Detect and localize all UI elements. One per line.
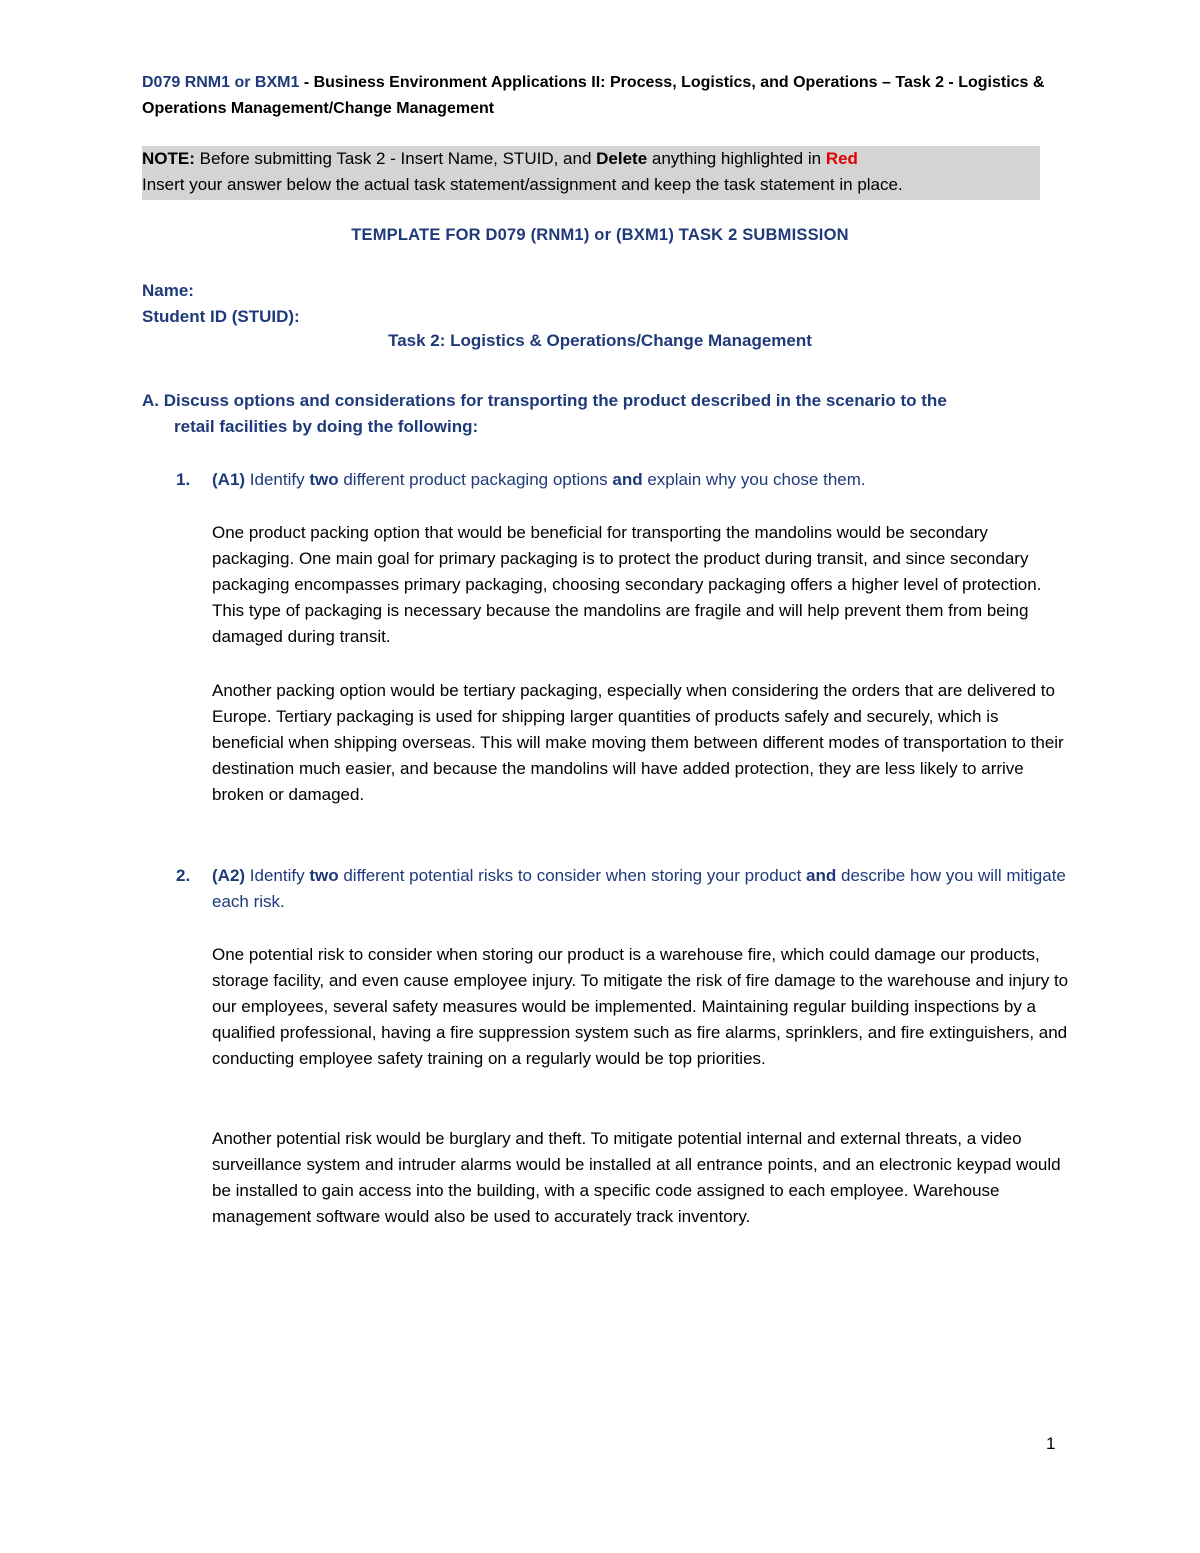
template-title: TEMPLATE FOR D079 (RNM1) or (BXM1) TASK 2 SUBMISSION <box>351 226 849 244</box>
item-number: 1. <box>176 470 191 489</box>
note-label: NOTE: <box>142 149 195 168</box>
section-a-line-1: A. Discuss options and considerations for transporting the product described in the scenario to the <box>142 391 947 410</box>
question-text: different product packaging options <box>338 470 613 489</box>
question-text: different potential risks to consider when storing your product <box>338 866 807 885</box>
item-tag: (A1) <box>212 470 246 489</box>
note-line-2: Insert your answer below the actual task statement/assignment and keep the task statement in place. <box>142 175 903 194</box>
note-text-2: anything highlighted in <box>647 149 826 168</box>
section-a-line-2: retail facilities by doing the following: <box>174 417 479 436</box>
question-text: describe how you will mitigate each risk. <box>212 866 1066 911</box>
note-line-1 <box>142 146 1040 172</box>
task-item-a1 <box>176 467 1066 493</box>
item-question <box>212 863 1066 915</box>
item-number: 2. <box>176 866 191 885</box>
document-header <box>142 70 1062 122</box>
answer-paragraph: One potential risk to consider when storing our product is a warehouse fire, which could damage our products, storage facility, and even cause employee injury. To mitigate the risk of fire damage to the warehouse and injury to our employees, several safety measures would be implemented. Maintaining regular building inspections by a qualified professional, having a fire suppression system such as fire alarms, sprinklers, and fire extinguishers, and conducting employee safety training on a regularly would be top priorities. <box>212 945 1069 1068</box>
note-red-word: Red <box>825 149 858 168</box>
course-code: D079 RNM1 or BXM1 <box>142 74 300 91</box>
question-emphasis: and <box>806 866 837 885</box>
answer-paragraph: Another potential risk would be burglary and theft. To mitigate potential internal and external threats, a video surveillance system and intruder alarms would be installed at all entrance points, and an electronic keypad would be installed to gain access into the building, with a specific code assigned to each employee. Warehouse management software would also be used to accurately track inventory. <box>212 1129 1061 1226</box>
answer-paragraph: Another packing option would be tertiary packaging, especially when considering the orders that are delivered to Europe. Tertiary packaging is used for shipping larger quantities of products safely and securely, which is beneficial when shipping overseas. This will make moving them between different modes of transportation to their destination much easier, and because the mandolins will have added protection, they are less likely to arrive broken or damaged. <box>212 681 1064 804</box>
item-question <box>212 467 1066 493</box>
submission-note <box>142 146 1040 200</box>
question-emphasis: two <box>309 470 339 489</box>
question-text: Identify <box>245 470 310 489</box>
name-field-label: Name: <box>142 281 194 300</box>
student-id-field-label: Student ID (STUID): <box>142 307 300 326</box>
question-emphasis: two <box>309 866 339 885</box>
note-delete-word: Delete <box>596 149 648 168</box>
answer-paragraph: One product packing option that would be beneficial for transporting the mandolins would be secondary packaging. One main goal for primary packaging is to protect the product during transit, and since secondary packaging encompasses primary packaging, choosing secondary packaging offers a higher level of protection. This type of packaging is necessary because the mandolins are fragile and will help prevent them from being damaged during transit. <box>212 523 1042 646</box>
question-emphasis: and <box>612 470 643 489</box>
page-number: 1 <box>1046 1434 1056 1453</box>
task-item-a2 <box>176 863 1066 915</box>
question-text: explain why you chose them. <box>642 470 866 489</box>
task-title: Task 2: Logistics & Operations/Change Management <box>388 331 812 350</box>
course-title: - Business Environment Applications II: Process, Logistics, and Operations – Task 2 - Logistics & Operations Management/Change Management <box>142 74 1045 117</box>
question-text: Identify <box>245 866 310 885</box>
section-a-prompt <box>142 388 1062 440</box>
item-tag: (A2) <box>212 866 246 885</box>
note-text-1: Before submitting Task 2 - Insert Name, STUID, and <box>194 149 597 168</box>
